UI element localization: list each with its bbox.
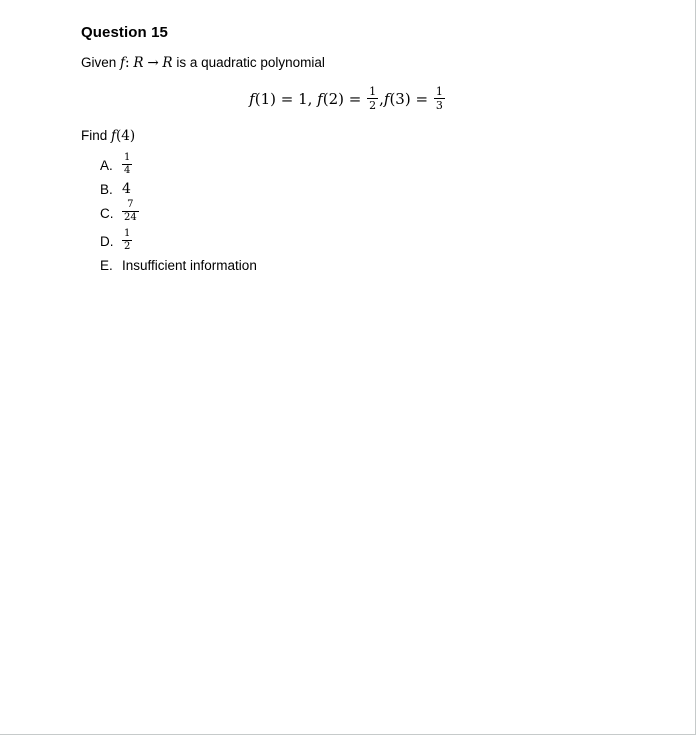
math-f3: f [383, 89, 390, 108]
option-d [100, 229, 695, 255]
given-prefix: Given [81, 55, 117, 70]
given-suffix: is a quadratic polynomial [176, 55, 325, 70]
fraction-numerator: 1 [369, 85, 377, 98]
equation [0, 86, 695, 114]
math-f1: f [249, 89, 255, 108]
option-b-value: 4 [122, 181, 131, 198]
find-prefix: Find [81, 127, 108, 143]
option-a [100, 153, 695, 179]
fraction-one-third [434, 85, 445, 113]
arrow-icon: → [147, 55, 159, 71]
given-statement [81, 55, 695, 71]
option-d-fraction [122, 228, 132, 254]
math-f4-arg: (4) [116, 127, 136, 144]
fraction-one-half [367, 85, 378, 113]
fraction-denominator: 4 [124, 164, 131, 176]
option-e-value: Insufficient information [122, 257, 257, 273]
fraction-numerator: 1 [435, 85, 443, 98]
fraction-denominator: 2 [369, 99, 377, 113]
fraction-denominator: 24 [124, 212, 137, 224]
answer-options [100, 153, 695, 274]
fraction-numerator: 1 [124, 227, 131, 239]
math-f2: f [317, 89, 323, 108]
math-t3: (3) = [389, 89, 429, 108]
option-c-fraction [122, 199, 139, 225]
math-function-symbol: f [120, 55, 126, 71]
fraction-denominator: 2 [124, 240, 131, 252]
math-domain-symbol: R [133, 55, 144, 71]
math-codomain-symbol: R [162, 55, 173, 71]
option-a-fraction [122, 152, 132, 178]
option-e [100, 257, 695, 273]
option-c [100, 200, 695, 226]
option-e-label: E. [100, 257, 113, 273]
math-t1: (1) = 1, [254, 89, 313, 108]
option-d-label: D. [100, 234, 114, 250]
option-a-label: A. [100, 158, 113, 174]
math-comma: , [379, 89, 384, 108]
fraction-denominator: 3 [435, 99, 443, 113]
find-statement [81, 128, 695, 144]
fraction-numerator: 1 [124, 151, 131, 163]
fraction-numerator: 7 [127, 199, 134, 211]
math-colon: : [125, 55, 130, 71]
option-c-label: C. [100, 205, 114, 221]
option-b-label: B. [100, 181, 113, 197]
math-t2: (2) = [322, 89, 362, 108]
question-heading: Question 15 [81, 24, 168, 41]
math-f4-symbol: f [111, 127, 117, 144]
option-b [100, 181, 695, 197]
